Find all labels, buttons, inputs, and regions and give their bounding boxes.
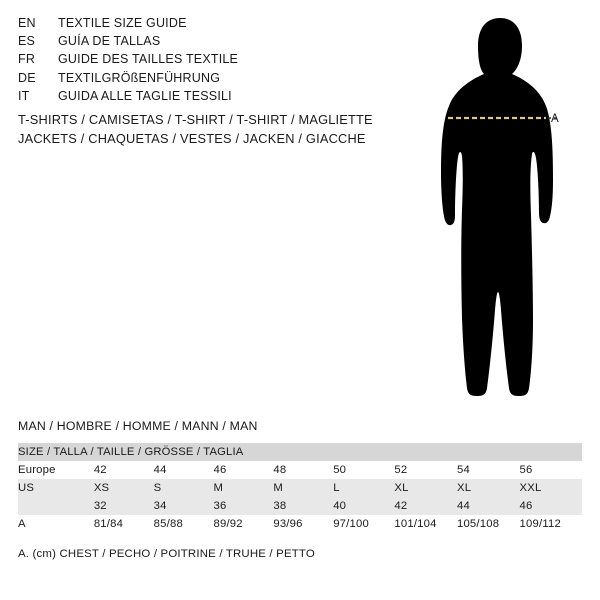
cell-us-4: L: [333, 479, 394, 497]
row-label-europe: Europe: [18, 461, 94, 479]
cell-usnum-5: 42: [394, 497, 457, 515]
cell-a-0: 81/84: [94, 515, 154, 533]
cell-usnum-4: 40: [333, 497, 394, 515]
cell-a-1: 85/88: [154, 515, 214, 533]
cell-usnum-2: 36: [214, 497, 274, 515]
cell-usnum-0: 32: [94, 497, 154, 515]
language-row-es: [18, 32, 398, 50]
cell-europe-1: 44: [154, 461, 214, 479]
cell-us-5: XL: [394, 479, 457, 497]
cell-usnum-3: 38: [273, 497, 333, 515]
cell-usnum-1: 34: [154, 497, 214, 515]
language-text-en: TEXTILE SIZE GUIDE: [58, 16, 187, 30]
cell-europe-4: 50: [333, 461, 394, 479]
row-label-us: US: [18, 479, 94, 497]
cell-us-2: M: [214, 479, 274, 497]
cell-usnum-6: 44: [457, 497, 520, 515]
cell-a-6: 105/108: [457, 515, 520, 533]
row-label-a: A: [18, 515, 94, 533]
category-block: [18, 110, 418, 148]
language-code-en: EN: [18, 16, 36, 30]
language-row-fr: [18, 50, 398, 68]
category-line-tshirts: T-SHIRTS / CAMISETAS / T-SHIRT / T-SHIRT / MAGLIETTE: [18, 112, 373, 127]
language-row-de: [18, 69, 398, 87]
language-text-de: TEXTILGRÖßENFÜHRUNG: [58, 70, 221, 85]
table-header-row: [18, 443, 582, 461]
language-code-it: IT: [18, 88, 30, 103]
cell-a-7: 109/112: [520, 515, 582, 533]
language-code-de: DE: [18, 70, 36, 85]
chest-marker-label: A: [551, 113, 560, 125]
cell-a-5: 101/104: [394, 515, 457, 533]
cell-europe-6: 54: [457, 461, 520, 479]
table-row: [18, 479, 582, 497]
language-code-es: ES: [18, 34, 36, 49]
cell-us-6: XL: [457, 479, 520, 497]
cell-us-0: XS: [94, 479, 154, 497]
cell-us-3: M: [273, 479, 333, 497]
language-header-block: [18, 14, 398, 105]
footnote: A. (cm) CHEST / PECHO / POITRINE / TRUHE / PETTO: [18, 548, 315, 560]
table-row: [18, 497, 582, 515]
cell-europe-7: 56: [520, 461, 582, 479]
cell-a-3: 93/96: [273, 515, 333, 533]
language-row-it: [18, 87, 398, 105]
cell-europe-3: 48: [273, 461, 333, 479]
language-text-es: GUÍA DE TALLAS: [58, 34, 161, 49]
cell-us-7: XXL: [520, 479, 582, 497]
cell-europe-5: 52: [394, 461, 457, 479]
table-row: [18, 515, 582, 533]
language-code-fr: FR: [18, 52, 36, 67]
size-table: [18, 443, 582, 533]
cell-europe-2: 46: [214, 461, 274, 479]
cell-us-1: S: [154, 479, 214, 497]
language-text-fr: GUIDE DES TAILLES TEXTILE: [58, 52, 239, 67]
table-title: MAN / HOMBRE / HOMME / MANN / MAN: [18, 419, 258, 433]
category-line-jackets: JACKETS / CHAQUETAS / VESTES / JACKEN / GIACCHE: [18, 131, 366, 146]
figure-area: [400, 10, 600, 410]
cell-a-2: 89/92: [214, 515, 274, 533]
cell-europe-0: 42: [94, 461, 154, 479]
table-row: [18, 461, 582, 479]
language-row-en: [18, 14, 398, 32]
table-header-label: SIZE / TALLA / TAILLE / GRÖSSE / TAGLIA: [18, 443, 582, 461]
language-text-it: GUIDA ALLE TAGLIE TESSILI: [58, 88, 232, 103]
cell-a-4: 97/100: [333, 515, 394, 533]
row-label-us-numeric: [18, 497, 94, 515]
cell-usnum-7: 46: [520, 497, 582, 515]
male-body-silhouette-icon: [400, 10, 600, 410]
